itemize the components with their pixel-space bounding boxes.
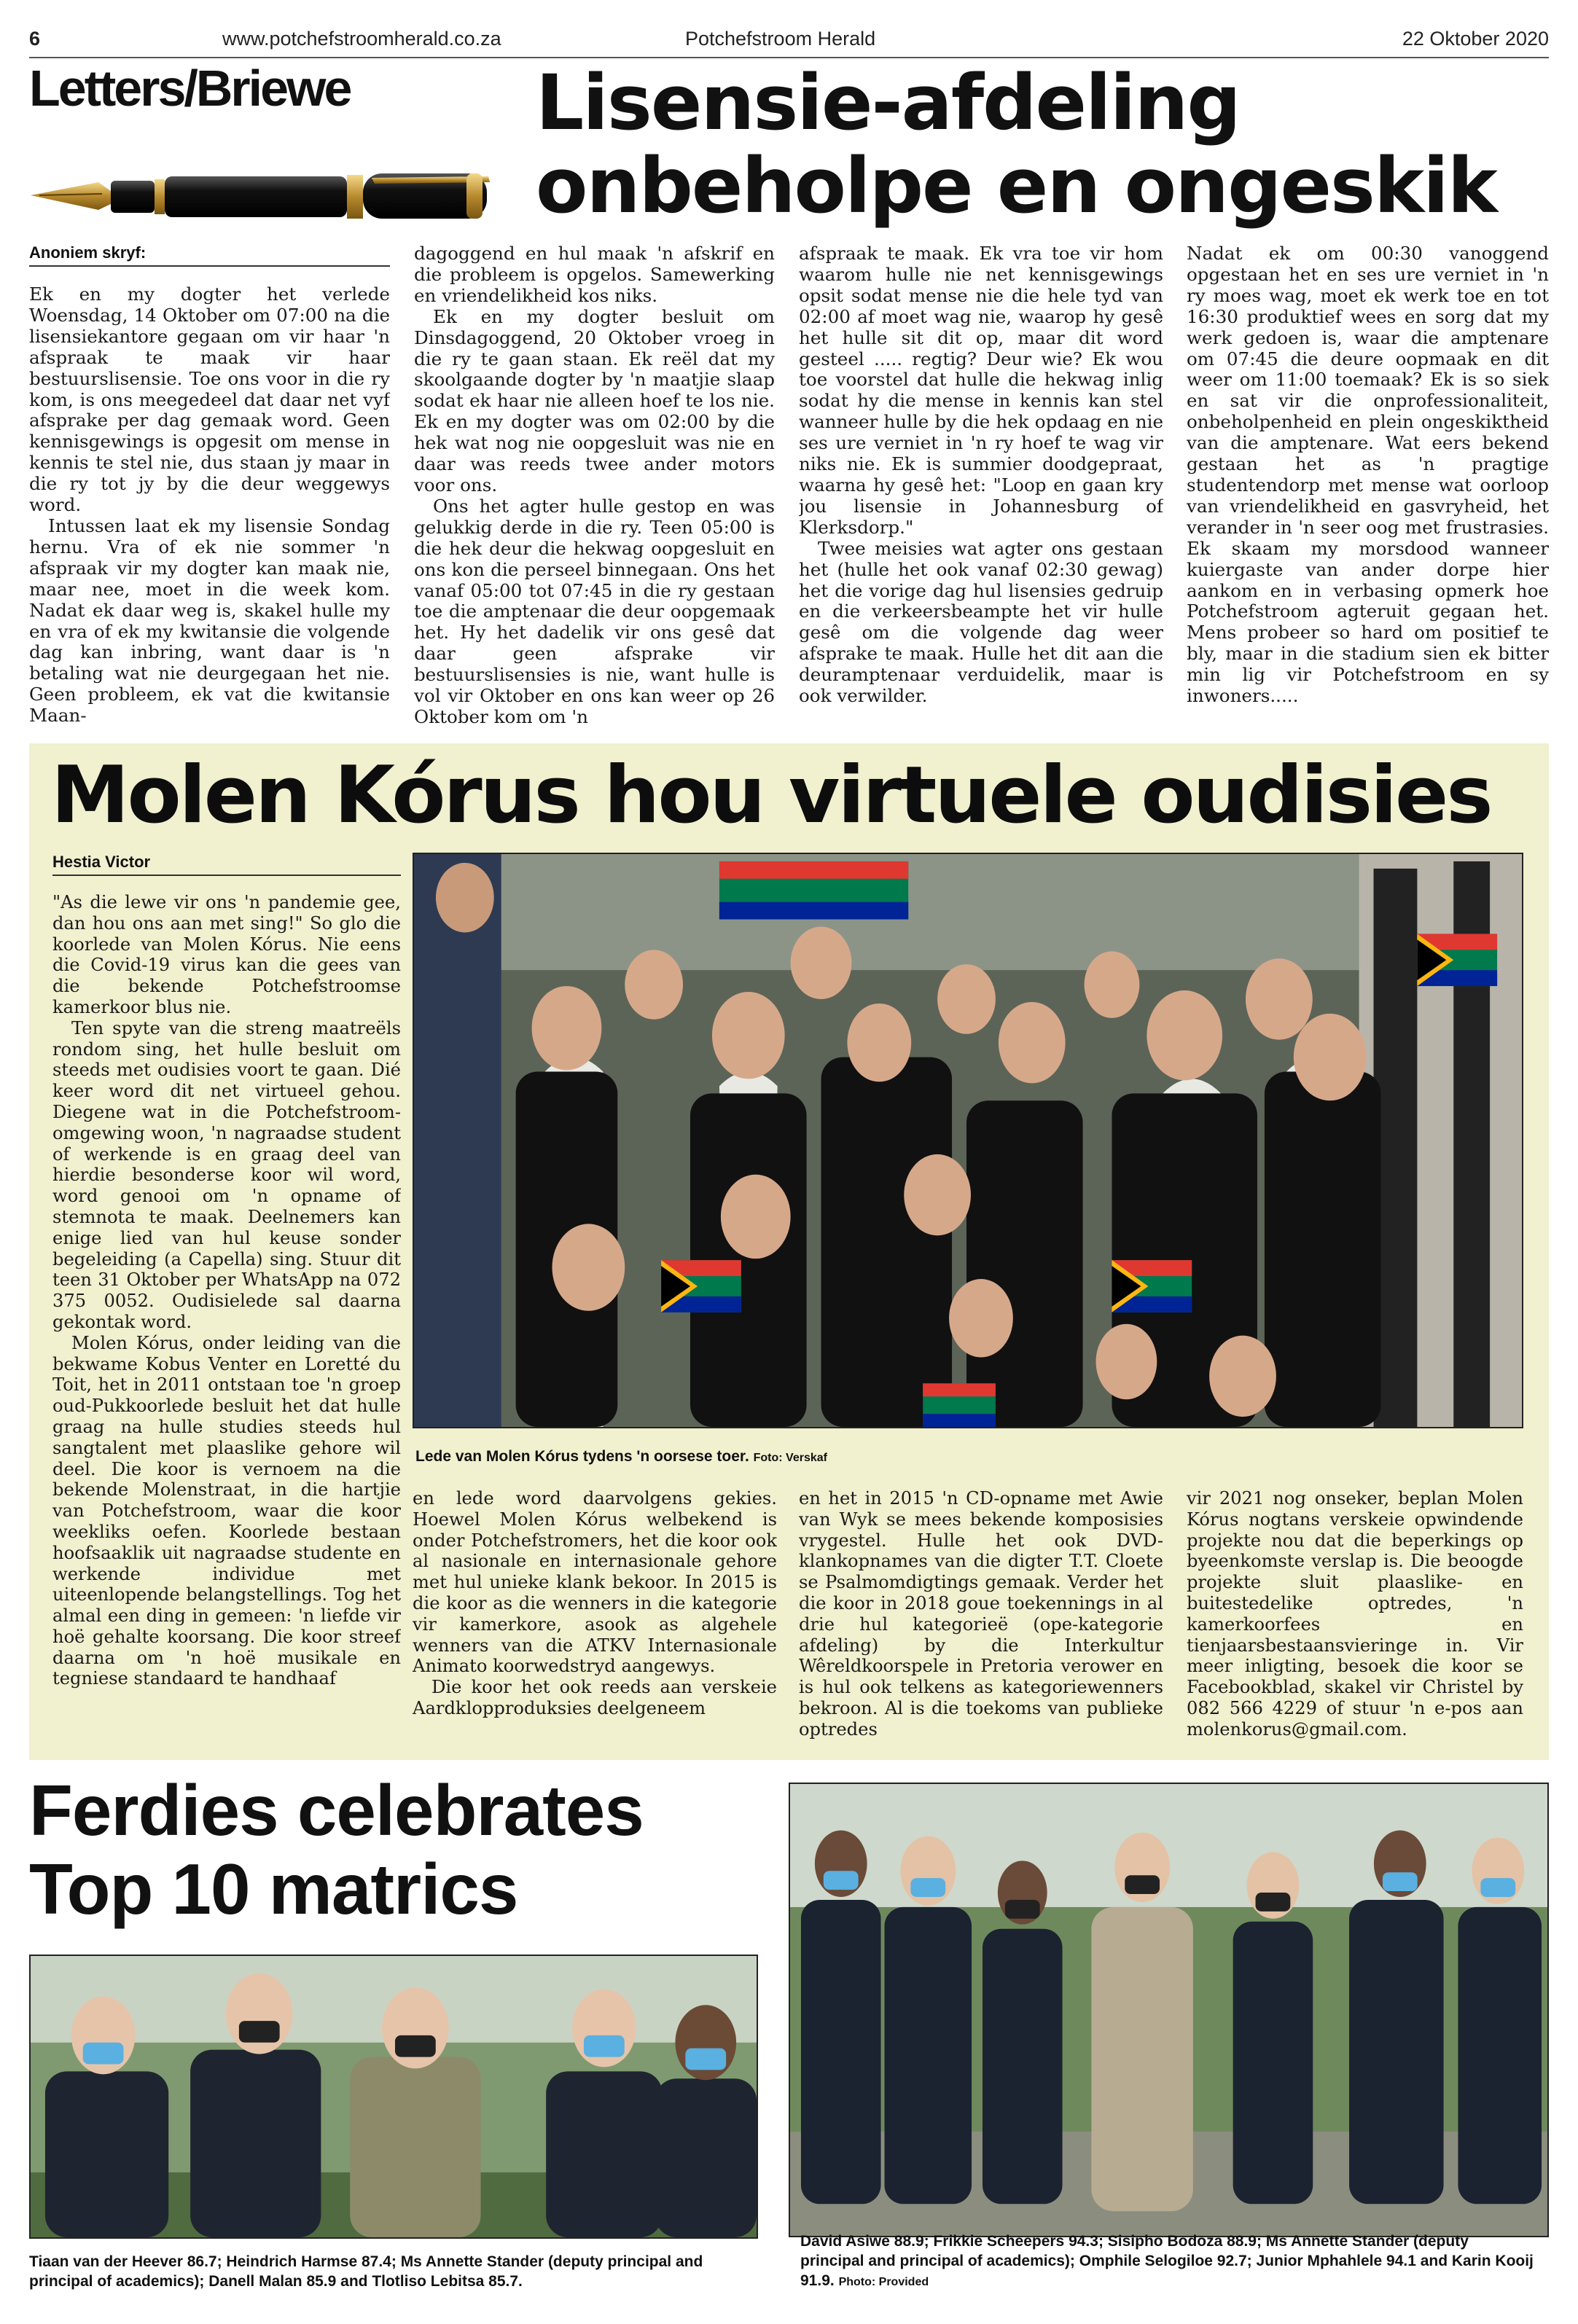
choir-group-photo <box>413 853 1523 1428</box>
letters-paragraph: Nadat ek om 00:30 vanoggend opgestaan het en ses ure verniet in 'n ry moes wag, moet ek werk toe en tot 16:30 produktief wees en sorg dat my werk gedoen is, waar die amptenare om 07:45 die deure oopmaak en dit weer om 11:00 toemaak? Ek is so siek en sat vir die onprofessionaliteit, onbeholpenheid en plein ongeskiktheid van die amptenare. Wat eers bekend gestaan het as 'n pragtige studentendorp met mense wat oorloop van vriendelikheid en gasvryheid, het verander in 'n seer oog met frustrasies. Ek skaam my morsdood wanneer kuiergaste van ander dorpe hier aankom en in verbasing opmerk hoe Potchefstroom agteruit gegaan het. Mens probeer so hard om positief te bly, maar in die stadium sien ek bitter min lig vir Potchefstroom en sy inwoners..... <box>1187 243 1549 707</box>
korus-paragraph: en lede word daarvolgens gekies. Hoewel Molen Kórus welbekend is onder Potchefstromers, het die koor ook al nasionale en internasionale gehore met hul unieke klank bekoor. In 2015 is die koor as die wenners in die kategorie vir kamerkore, asook as algehele wenners van die ATKV Internasionale Animato koorwedstryd aangewys. <box>413 1488 777 1677</box>
matric-students-photo-right <box>789 1783 1549 2237</box>
choir-photo-caption <box>415 1447 1523 1468</box>
letters-paragraph: Ons het agter hulle gestop en was gelukkig derde in die ry. Teen 05:00 is die hek deur die hekwag oopgesluit en ons kon die perseel binnegaan. Ons het vanaf 05:00 tot 07:45 in die ry gestaan toe die amptenaar die deur oopgemaak het. Hy het dadelik vir ons gesê dat daar geen afsprake vir bestuurslisensies is nie, want hulle is vol vir Oktober en ons kan weer op 26 Oktober kom om 'n <box>414 495 775 727</box>
matric-students-photo-left <box>29 1955 758 2239</box>
ferdies-right-caption-text: David Asiwe 88.9; Frikkie Scheepers 94.3; Sisipho Bodoza 88.9; Ms Annette Stander (deputy principal and principal of academics); Omphile Selogiloe 92.7; Junior Mphahlele 94.1 and Karin Kooij 91.9. <box>800 2233 1534 2289</box>
section-label: Letters/Briewe <box>29 60 351 117</box>
korus-bottom-column-3 <box>1187 1488 1523 1750</box>
ferdies-left-caption: Tiaan van der Heever 86.7; Heindrich Harmse 87.4; Ms Annette Stander (deputy principal and principal of academics); Danell Malan 85.9 and Tlotliso Lebitsa 85.7. <box>29 2253 703 2290</box>
ferdies-photo-credit: Photo: Provided <box>838 2276 929 2288</box>
letters-byline: Anoniem skryf: <box>29 243 390 267</box>
korus-paragraph: Molen Kórus, onder leiding van die bekwame Kobus Venter en Loretté du Toit, het in 2011 ontstaan toe 'n groep oud-Pukkoorlede besluit het dat hulle graag na hulle studies steeds hul sangtalent met plaaslike gehore wil deel. Die koor is vernoem na die bekende Molenstraat, in die hartjie van Potchefstroom, waar die koor weekliks oefen. Koorlede bestaan hoofsaaklik uit nagraadse studente en werkende individue met uiteenlopende belangstellings. Tog het almal een ding in gemeen: 'n liefde vir hoë gehalte koorsang. Die koor streef daarna om 'n hoë musikale en tegniese standaard te handhaaf <box>52 1332 401 1689</box>
korus-bottom-column-2 <box>799 1488 1163 1750</box>
korus-paragraph: en het in 2015 'n CD-opname met Awie van Wyk se mees bekende komposisies vrygestel. Hulle het ook DVD-klankopnames van die digter T.T. Cloete se Psalmomdigtings gemaak. Verder het die koor in 2018 goue toekennings in al drie hul kategorieë (ope-kategorie afdeling) by die Interkultur Wêreldkoorspele in Pretoria verower en is hul ook telkens as kategoriewenners bekroon. Al is die toekoms van publieke optredes <box>799 1488 1163 1740</box>
korus-paragraph: "As die lewe vir ons 'n pandemie gee, dan hou ons aan met sing!" So glo die koorlede van Molen Kórus. Nie eens die Covid-19 virus kan die gees van die bekende Potchefstroomse kamerkoor blus nie. <box>52 892 401 1017</box>
letters-column-1 <box>29 284 390 729</box>
korus-paragraph: Die koor het ook reeds aan verskeie Aardklopproduksies deelgeneem <box>413 1677 777 1718</box>
letters-column-3 <box>799 243 1163 729</box>
publication-name: Potchefstroom Herald <box>685 28 876 50</box>
korus-headline: Molen Kórus hou virtuele oudisies <box>51 750 1491 841</box>
ferdies-headline-line2: Top 10 matrics <box>29 1849 518 1929</box>
letters-headline-line2: onbeholpe en ongeskik <box>536 141 1496 230</box>
website-url[interactable]: www.potchefstroomherald.co.za <box>222 28 501 50</box>
korus-paragraph: Ten spyte van die streng maatreëls rondom sing, het hulle besluit om steeds met oudisies voort te gaan. Dié keer word dit net virtueel gehou. Diegene wat in die Potchefstroom-omgewing woon, 'n nagraadse student of werkende is en graag deel van hierdie besonderse koor wil word, word genooi om 'n opname of stemnota te maak. Deelnemers kan enige lied van hul keuse sonder begeleiding (a Capella) sing. Stuur dit teen 31 Oktober per WhatsApp na 072 375 0052. Oudisielede sal daarna gekontak word. <box>52 1017 401 1332</box>
korus-bottom-column-1 <box>413 1488 777 1750</box>
letters-paragraph: Intussen laat ek my lisensie Sondag hernu. Vra of ek nie sommer 'n afspraak vir my dogter kan maak nie, maar nee, moet in die week kom. Nadat ek daar weg is, skakel hulle my en vra of ek my kwitansie die volgende dag kan inbring, want daar is 'n betaling wat nie deurgegaan het nie. Geen probleem, ek vat die kwitansie Maan- <box>29 515 390 727</box>
korus-paragraph: vir 2021 nog onseker, beplan Molen Kórus nogtans verskeie opwindende projekte nou dat die beperkings op byeenkomste verslap is. Die beoogde projekte sluit plaaslike- en buitestedelike optredes, 'n kamerkoorfees en tienjaarsbestaansvieringe in. Vir meer inligting, besoek die koor se Facebookblad, skakel vir Christel by 082 566 4229 of stuur 'n e-pos aan molenkorus@gmail.com. <box>1187 1488 1523 1740</box>
letters-paragraph: afspraak te maak. Ek vra toe vir hom waarom hulle nie net kennisgewings opsit sodat mense nie die hele tyd van 02:00 af moet wag nie, waarop hy gesê het hulle sit dit op, maar dit word gesteel ..... regtig? Deur wie? Ek wou toe voorstel dat hulle die hekwag inlig sodat hy die mense in kennis kan stel wanneer hulle by die hek opdaag en nie ses ure verniet in 'n ry hoef te wag vir niks nie. Ek is summier doodgepraat, waarna hy gesê het: "Loop en gaan kry jou lisensie in Johannesburg of Klerksdorp." <box>799 243 1163 538</box>
letters-headline-line1: Lisensie-afdeling <box>536 58 1240 147</box>
ferdies-headline-line1: Ferdies celebrates <box>29 1770 644 1850</box>
letters-paragraph: dagoggend en hul maak 'n afskrif en die probleem is opgelos. Samewerking en vriendelikheid kos niks. <box>414 243 775 306</box>
letters-paragraph: Ek en my dogter het verlede Woensdag, 14 Oktober om 07:00 na die lisensiekantore gegaan om vir haar 'n afspraak te maak vir haar bestuurslisensie. Toe ons voor in die ry kom, is ons meegedeel dat daar net vyf afsprake per dag gemaak word. Geen kennisgewings is opgesit om mense in kennis te stel nie, dus staan jy maar in die ry tot jy by die deur weggewys word. <box>29 284 390 516</box>
page-number: 6 <box>29 28 41 50</box>
issue-date: 22 Oktober 2020 <box>1402 28 1549 50</box>
page-folio <box>29 26 1549 58</box>
korus-left-column <box>52 892 401 1752</box>
ferdies-headline <box>29 1771 787 1928</box>
choir-photo-credit: Foto: Verskaf <box>753 1452 827 1464</box>
letters-headline <box>536 58 1549 230</box>
korus-byline: Hestia Victor <box>52 853 401 876</box>
choir-caption-text: Lede van Molen Kórus tydens 'n oorsese toer. <box>415 1448 749 1465</box>
letters-column-2 <box>414 243 775 729</box>
ferdies-right-caption <box>800 2231 1536 2292</box>
letters-column-4 <box>1187 243 1549 729</box>
fountain-pen-image <box>29 160 503 222</box>
letters-paragraph: Ek en my dogter besluit om Dinsdagoggend, 20 Oktober vroeg in die ry te gaan staan. Ek reël dat my skoolgaande dogter by 'n maatjie slaap sodat ek haar nie alleen hoef te los nie. Ek en my dogter was om 02:00 by die hek wat nog nie oopgesluit was nie en daar was reeds twee ander motors voor ons. <box>414 305 775 496</box>
letters-paragraph: Twee meisies wat agter ons gestaan het (hulle het ook vanaf 02:30 gewag) het die vorige dag hul lisensies gedruip en die verkeersbeampte het vir hulle gesê om die volgende dag weer afsprake te maak. Hulle het dit aan die deuramptenaar verduidelik, maar is ook verwilder. <box>799 537 1163 707</box>
